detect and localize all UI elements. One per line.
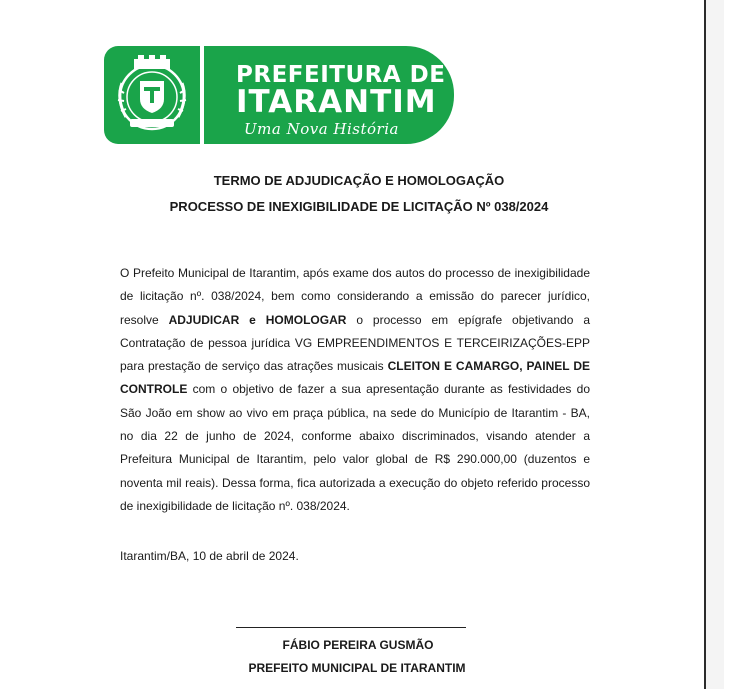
body-bold-adjudicar: ADJUDICAR e HOMOLOGAR [168, 312, 347, 327]
signature-line [236, 627, 466, 628]
body-bold-attractions: CLEITON E CAMARGO, PAINEL DE CONTROLE [120, 359, 590, 397]
municipal-coat-of-arms-logo [104, 46, 200, 144]
body-part-1: O Prefeito Municipal de Itarantim, após exame dos autos do processo de inexigibilidade de licitação nº. 038/2024, bem como considerando a emissão do parecer jurídico, resolve [120, 266, 590, 327]
document-subtitle: PROCESSO DE INEXIGIBILIDADE DE LICITAÇÃO Nº 038/2024 [169, 199, 549, 214]
banner-title-block [204, 46, 454, 144]
body-part-3: com o objetivo de fazer a sua apresentação durante as festividades do São João em show ao vivo em praça pública, na sede do Município de Itarantim - BA, no dia 22 de junho de 2024, conforme abaixo discriminados, visando atender a Prefeitura Municipal de Itarantim, pelo valor global de R$ 290.000,00 (duzentos e noventa mil reais). Dessa forma, fica autorizada a execução do objeto referido processo de inexigibilidade de licitação nº. 038/2024. [120, 382, 590, 513]
banner-line-prefeitura: PREFEITURA DE [236, 62, 446, 88]
header-banner [104, 46, 454, 144]
signature-name: FÁBIO PEREIRA GUSMÃO [282, 638, 434, 652]
page-edge [704, 0, 724, 689]
signature-role: PREFEITO MUNICIPAL DE ITARANTIM [248, 661, 466, 675]
date-line: Itarantim/BA, 10 de abril de 2024. [120, 549, 299, 563]
coat-of-arms-icon [110, 53, 194, 137]
banner-line-itarantim: ITARANTIM [236, 84, 437, 120]
document-body [120, 262, 590, 518]
banner-tagline: Uma Nova História [244, 120, 399, 138]
document-title: TERMO DE ADJUDICAÇÃO E HOMOLOGAÇÃO [213, 173, 505, 188]
body-part-2: o processo em epígrafe objetivando a Contratação de pessoa jurídica VG EMPREENDIMENTOS E TERCEIRIZAÇÕES-EPP para prestação de serviço das atrações musicais [120, 312, 590, 374]
